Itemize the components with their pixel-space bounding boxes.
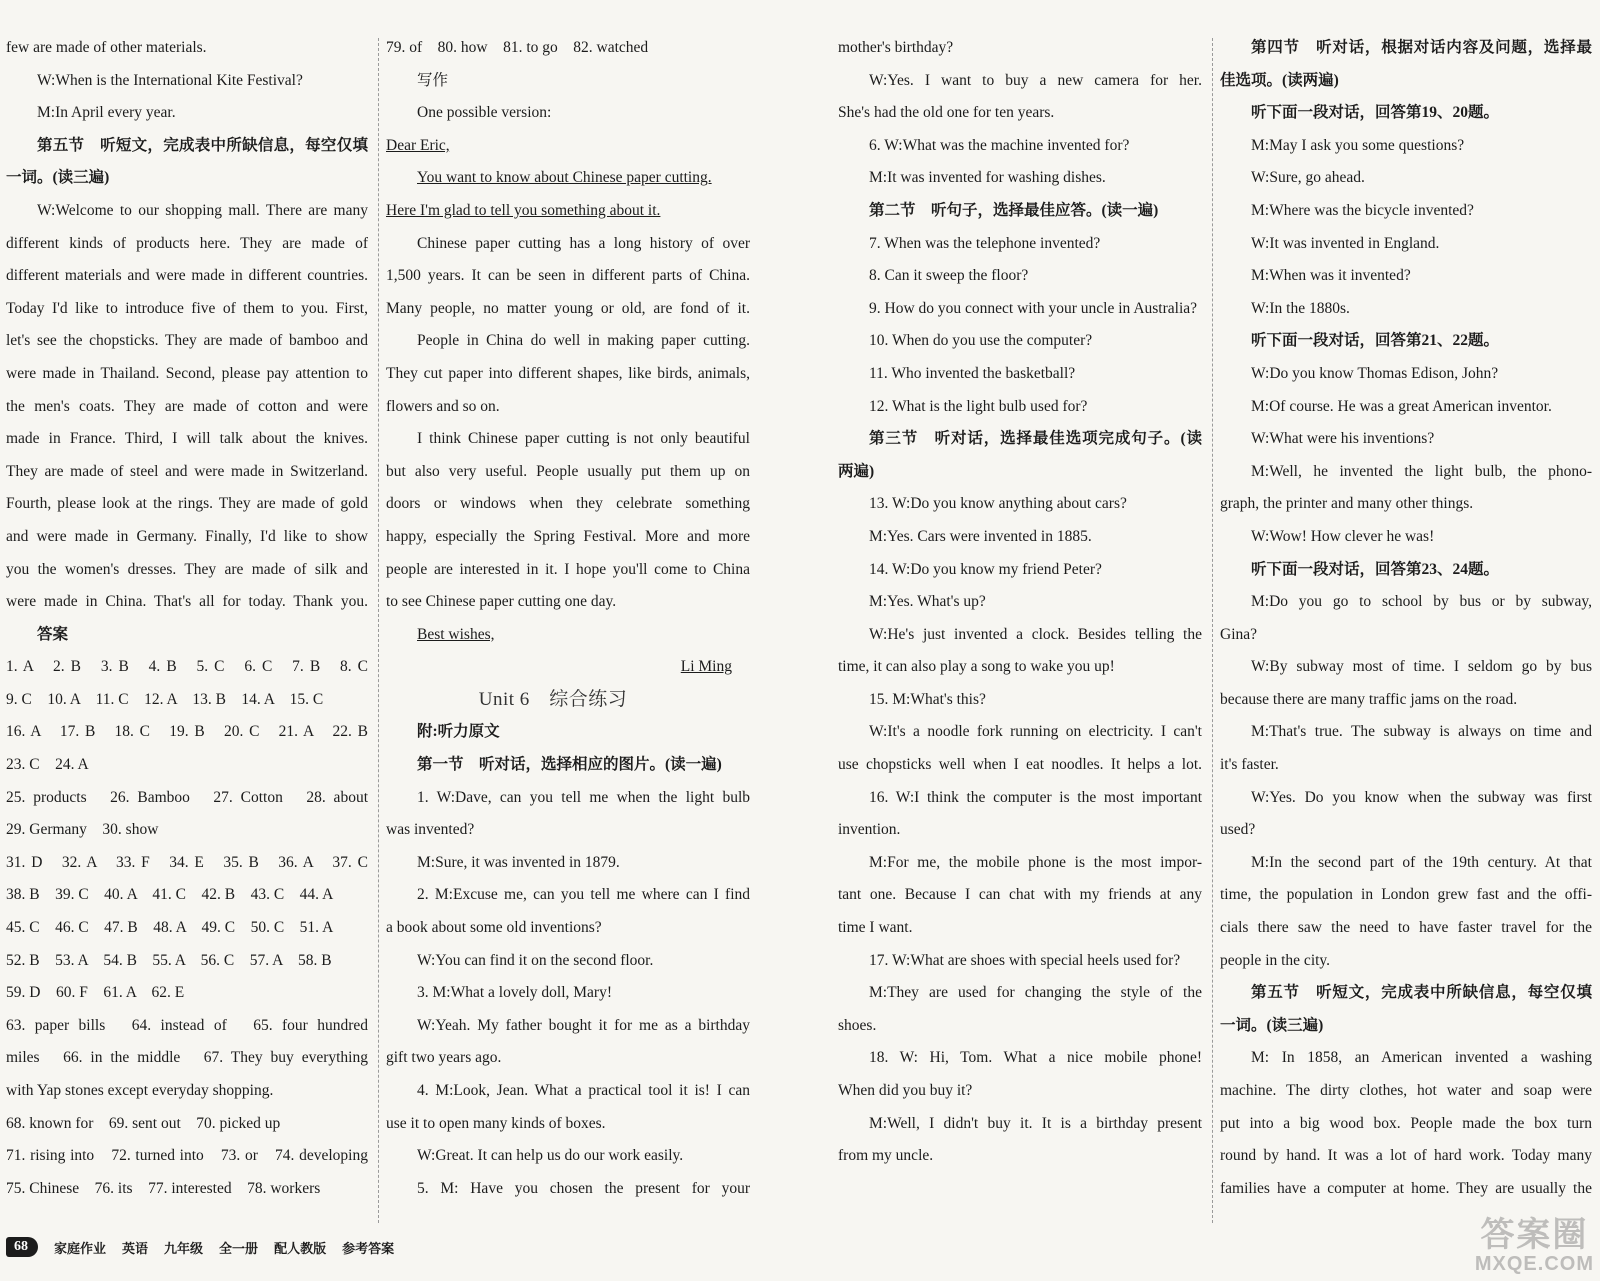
text-line: to see Chinese paper cutting one day.: [386, 593, 617, 611]
text-line: time I want.: [838, 919, 913, 937]
text-line: M: In 1858, an American invented a washing: [1251, 1049, 1592, 1067]
text-line: M:For me, the mobile phone is the most impor-: [869, 853, 1202, 871]
text-line: it's faster.: [1220, 756, 1279, 774]
underlined-text: Here I'm glad to tell you something about it.: [386, 201, 661, 219]
text-line: tant one. Because I can chat with my friends at any: [838, 886, 1202, 904]
text-line: I think Chinese paper cutting is not only beautiful: [417, 430, 750, 448]
text-line: 14. W:Do you know my friend Peter?: [869, 560, 1102, 578]
text-line: [386, 651, 750, 684]
text-line: 写作: [417, 71, 449, 89]
text-line: M:They are used for changing the style of the: [869, 984, 1202, 1002]
text-line: but also very useful. People usually put them up on: [386, 462, 750, 480]
text-column-4: [1220, 32, 1592, 1205]
underlined-text: Li Ming: [680, 658, 732, 676]
text-line: M:That's true. The subway is always on time and: [1251, 723, 1592, 741]
text-line: 佳选项。(读两遍): [1220, 71, 1339, 89]
text-line: use chopsticks well when I eat noodles. It helps a lot.: [838, 756, 1202, 774]
text-column-3: [838, 32, 1202, 1173]
underlined-text: You want to know about Chinese paper cutting.: [417, 169, 712, 187]
underlined-text: Best wishes,: [417, 625, 495, 643]
text-line: Unit 6 综合练习: [478, 688, 628, 710]
text-line: 79. of 80. how 81. to go 82. watched: [386, 39, 649, 56]
text-line: families have a computer at home. They are usually the: [1220, 1179, 1592, 1197]
text-line: 9. C 10. A 11. C 12. A 13. B 14. A 15. C: [6, 690, 324, 708]
text-line: W:Yeah. My father bought it for me as a birthday: [417, 1016, 750, 1034]
text-line: W:Welcome to our shopping mall. There are many: [37, 201, 368, 219]
text-line: 5. M: Have you chosen the present for your: [417, 1179, 750, 1197]
text-line: people in the city.: [1220, 951, 1331, 969]
edition-label: 配人教版: [274, 1240, 327, 1256]
text-line: Chinese paper cutting has a long history of over: [417, 234, 750, 252]
text-line: 9. How do you connect with your uncle in Australia?: [869, 299, 1198, 317]
text-line: people are interested in it. I hope you'll come to China: [386, 560, 750, 578]
text-line: with Yap stones except everyday shopping.: [6, 1082, 274, 1099]
text-line: When did you buy it?: [838, 1082, 973, 1099]
text-line: Today I'd like to introduce five of them to you. First,: [6, 299, 368, 317]
text-line: 第三节 听对话，选择最佳选项完成句子。(读: [869, 430, 1202, 448]
text-line: cials there saw the need to have faster travel for the: [1220, 919, 1592, 937]
text-line: 1,500 years. It can be seen in different parts of China.: [386, 267, 750, 285]
text-line: made in France. Third, I will talk about the knives.: [6, 430, 368, 448]
text-line: let's see the chopsticks. They are made of bamboo and: [6, 332, 368, 350]
text-line: M:Do you go to school by bus or by subway,: [1251, 593, 1592, 611]
text-line: 29. Germany 30. show: [6, 821, 159, 839]
text-line: 31. D 32. A 33. F 34. E 35. B 36. A 37. C: [6, 853, 368, 871]
text-line: 7. When was the telephone invented?: [869, 234, 1101, 252]
text-line: M:Well, I didn't buy it. It is a birthday present: [869, 1114, 1202, 1132]
text-line: 第五节 听短文，完成表中所缺信息，每空仅填: [1251, 984, 1592, 1002]
text-line: you the women's dresses. They are made of silk and: [6, 560, 368, 578]
text-line: flowers and so on.: [386, 397, 500, 415]
text-line: M:Of course. He was a great American inventor.: [1251, 397, 1552, 415]
text-line: from my uncle.: [838, 1147, 934, 1165]
text-line: W:He's just invented a clock. Besides telling the: [869, 625, 1202, 643]
text-line: M:Yes. What's up?: [869, 593, 986, 611]
text-line: W:It was invented in England.: [1251, 234, 1440, 252]
text-line: 1. A 2. B 3. B 4. B 5. C 6. C 7. B 8. C: [6, 658, 368, 676]
text-line: doors or windows when they celebrate something: [386, 495, 750, 513]
text-line: graph, the printer and many other things.: [1220, 495, 1474, 513]
text-line: 一词。(读三遍): [6, 169, 110, 187]
text-line: put into a big wood box. People made the box turn: [1220, 1114, 1592, 1132]
text-line: 25. products 26. Bamboo 27. Cotton 28. about: [6, 788, 368, 806]
text-line: 听下面一段对话，回答第23、24题。: [1251, 560, 1500, 578]
text-line: 3. M:What a lovely doll, Mary!: [417, 984, 612, 1002]
text-line: 16. W:I think the computer is the most important: [869, 788, 1202, 806]
text-line: W:What were his inventions?: [1251, 430, 1435, 448]
text-line: time, the population in London grew fast and the offi-: [1220, 886, 1592, 904]
text-line: 63. paper bills 64. instead of 65. four hundred: [6, 1016, 368, 1034]
underlined-text: Dear Eric,: [386, 136, 450, 154]
text-line: W:By subway most of time. I seldom go by bus: [1251, 658, 1592, 676]
text-line: M:In April every year.: [37, 104, 176, 122]
text-column-1: [6, 32, 368, 1205]
text-line: 17. W:What are shoes with special heels used for?: [869, 951, 1181, 969]
text-line: a book about some old inventions?: [386, 919, 602, 937]
page-number: 68: [6, 1237, 38, 1257]
text-line: M:Well, he invented the light bulb, the phono-: [1251, 462, 1592, 480]
page-footer: [6, 1236, 394, 1258]
text-line: 18. W: Hi, Tom. What a nice mobile phone!: [869, 1049, 1202, 1067]
section-label: 参考答案: [342, 1240, 395, 1256]
text-line: were made in China. That's all for today. Thank you.: [6, 593, 368, 611]
book-title: 家庭作业: [54, 1240, 107, 1256]
subject-label: 英语: [122, 1240, 149, 1256]
text-line: round by hand. It was a lot of hard work. Today many: [1220, 1147, 1592, 1165]
text-line: few are made of other materials.: [6, 39, 207, 56]
text-line: 4. M:Look, Jean. What a practical tool it is! I can: [417, 1082, 750, 1099]
text-line: [386, 195, 750, 228]
text-line: People in China do well in making paper cutting.: [417, 332, 750, 350]
text-line: miles 66. in the middle 67. They buy everything: [6, 1049, 368, 1067]
text-line: They are made of steel and were made in Switzerland.: [6, 462, 368, 480]
text-line: M:It was invented for washing dishes.: [869, 169, 1106, 187]
text-line: [386, 162, 750, 195]
text-line: W:In the 1880s.: [1251, 299, 1350, 317]
text-line: different kinds of products here. They are made of: [6, 234, 368, 252]
text-line: W:You can find it on the second floor.: [417, 951, 654, 969]
text-line: 第一节 听对话，选择相应的图片。(读一遍): [417, 756, 722, 774]
text-line: [386, 619, 750, 652]
watermark-line-2: MXQE.COM: [1474, 1253, 1594, 1275]
text-line: W:Yes. I want to buy a new camera for her.: [869, 71, 1202, 89]
text-line: 71. rising into 72. turned into 73. or 74. developing: [6, 1147, 368, 1165]
text-line: different materials and were made in different countries.: [6, 267, 368, 285]
text-line: W:Yes. Do you know when the subway was first: [1251, 788, 1592, 806]
text-line: shoes.: [838, 1016, 877, 1034]
text-line: machine. The dirty clothes, hot water and soap were: [1220, 1082, 1592, 1099]
text-line: gift two years ago.: [386, 1049, 502, 1067]
text-line: and were made in Germany. Finally, I'd like to show: [6, 527, 368, 545]
text-line: W:Sure, go ahead.: [1251, 169, 1365, 187]
text-line: were made in Thailand. Second, please pay attention to: [6, 364, 368, 382]
text-line: 6. W:What was the machine invented for?: [869, 136, 1130, 154]
text-line: 1. W:Dave, can you tell me when the light bulb: [417, 788, 750, 806]
text-line: 59. D 60. F 61. A 62. E: [6, 984, 185, 1002]
text-line: the men's coats. They are made of cotton and were: [6, 397, 368, 415]
text-line: 一词。(读三遍): [1220, 1016, 1324, 1034]
text-line: 23. C 24. A: [6, 756, 89, 774]
text-line: 52. B 53. A 54. B 55. A 56. C 57. A 58. B: [6, 951, 332, 969]
text-line: She's had the old one for ten years.: [838, 104, 1055, 122]
text-line: 68. known for 69. sent out 70. picked up: [6, 1114, 281, 1132]
text-line: 15. M:What's this?: [869, 690, 986, 708]
text-line: 10. When do you use the computer?: [869, 332, 1093, 350]
text-line: 两遍): [838, 462, 875, 480]
watermark-logo: [1475, 1218, 1594, 1275]
watermark-line-1: 答案圈: [1480, 1216, 1589, 1255]
text-line: happy, especially the Spring Festival. More and more: [386, 527, 750, 545]
text-line: They cut paper into different shapes, like birds, animals,: [386, 364, 750, 382]
text-line: M:When was it invented?: [1251, 267, 1411, 285]
text-line: M:In the second part of the 19th century. At that: [1251, 853, 1592, 871]
text-line: was invented?: [386, 821, 475, 839]
text-line: M:May I ask you some questions?: [1251, 136, 1465, 154]
text-line: 第四节 听对话，根据对话内容及问题，选择最: [1251, 39, 1592, 56]
text-line: use it to open many kinds of boxes.: [386, 1114, 606, 1132]
text-line: 8. Can it sweep the floor?: [869, 267, 1029, 285]
text-line: 11. Who invented the basketball?: [869, 364, 1076, 382]
text-line: 2. M:Excuse me, can you tell me where can I find: [417, 886, 750, 904]
text-line: mother's birthday?: [838, 39, 954, 56]
text-line: 第五节 听短文，完成表中所缺信息，每空仅填: [37, 136, 368, 154]
text-line: used?: [1220, 821, 1256, 839]
text-line: because there are many traffic jams on the road.: [1220, 690, 1518, 708]
text-line: M:Where was the bicycle invented?: [1251, 201, 1474, 219]
text-line: 16. A 17. B 18. C 19. B 20. C 21. A 22. B: [6, 723, 368, 741]
text-line: W:It's a noodle fork running on electricity. I can't: [869, 723, 1202, 741]
grade-label: 九年级: [164, 1240, 204, 1256]
column-divider-right: [1212, 38, 1213, 1223]
text-line: W:Wow! How clever he was!: [1251, 527, 1435, 545]
text-line: 38. B 39. C 40. A 41. C 42. B 43. C 44. A: [6, 886, 334, 904]
text-line: time, it can also play a song to wake you up!: [838, 658, 1115, 676]
text-line: Fourth, please look at the rings. They are made of gold: [6, 495, 368, 513]
text-line: 答案: [37, 625, 69, 643]
text-column-2: [386, 32, 750, 1205]
text-line: 12. What is the light bulb used for?: [869, 397, 1088, 415]
column-divider-left: [378, 38, 379, 1223]
text-line: M:Yes. Cars were invented in 1885.: [869, 527, 1092, 545]
text-line: 听下面一段对话，回答第21、22题。: [1251, 332, 1500, 350]
text-line: W:Do you know Thomas Edison, John?: [1251, 364, 1499, 382]
text-line: 45. C 46. C 47. B 48. A 49. C 50. C 51. A: [6, 919, 334, 937]
text-line: Gina?: [1220, 625, 1258, 643]
text-line: 13. W:Do you know anything about cars?: [869, 495, 1127, 513]
text-line: M:Sure, it was invented in 1879.: [417, 853, 620, 871]
text-line: 第二节 听句子，选择最佳应答。(读一遍): [869, 201, 1159, 219]
text-line: One possible version:: [417, 104, 552, 122]
volume-label: 全一册: [219, 1240, 259, 1256]
text-line: W:Great. It can help us do our work easily.: [417, 1147, 684, 1165]
text-line: Many people, no matter young or old, are fond of it.: [386, 299, 750, 317]
text-line: 听下面一段对话，回答第19、20题。: [1251, 104, 1500, 122]
text-line: invention.: [838, 821, 901, 839]
text-line: 75. Chinese 76. its 77. interested 78. workers: [6, 1179, 321, 1197]
text-line: 附:听力原文: [417, 723, 500, 741]
text-line: W:When is the International Kite Festival?: [37, 71, 303, 89]
text-line: [386, 130, 750, 163]
